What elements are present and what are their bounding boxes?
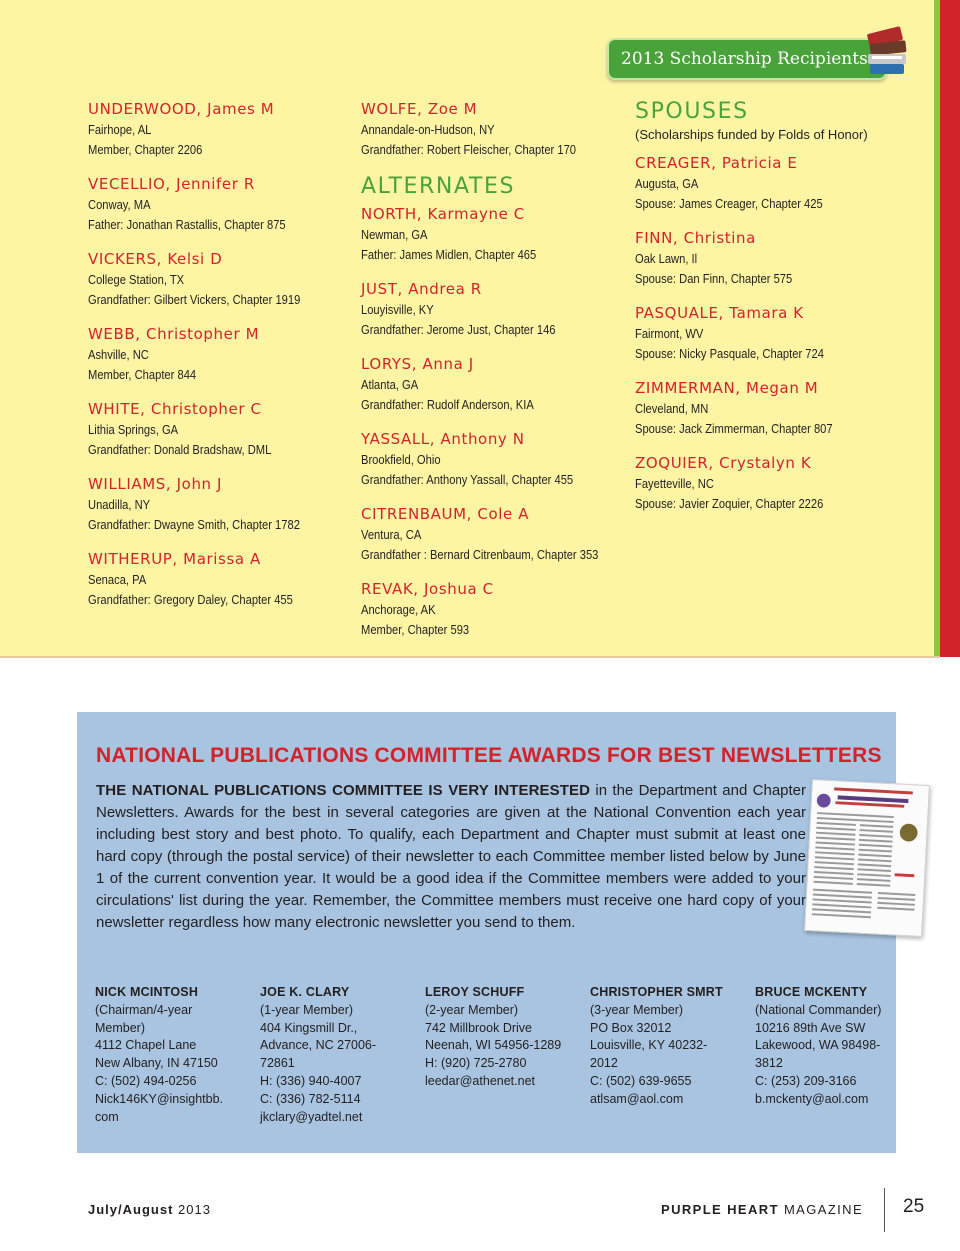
contact-name: CHRISTOPHER SMRT xyxy=(590,985,723,999)
recipient-relation: Member, Chapter 593 xyxy=(361,621,470,637)
contact-detail: 3812 xyxy=(755,1056,783,1071)
magazine-name-bold: PURPLE HEART xyxy=(661,1202,779,1217)
contact-detail: leedar@athenet.net xyxy=(425,1073,535,1088)
issue-months: July/August xyxy=(88,1202,174,1217)
recipient-relation: Grandfather : Bernard Citrenbaum, Chapter 353 xyxy=(361,546,599,562)
contact-detail: (Chairman/4-year xyxy=(95,1002,193,1017)
contact-detail: H: (336) 940-4007 xyxy=(260,1073,362,1088)
banner-title: 2013 Scholarship Recipients xyxy=(621,49,868,69)
recipient-relation: Grandfather: Gilbert Vickers, Chapter 1919 xyxy=(88,291,301,307)
recipient-name: WILLIAMS, John J xyxy=(88,475,223,493)
recipient-location: Oak Lawn, Il xyxy=(635,251,698,266)
recipient-entry xyxy=(88,398,338,459)
contact-detail: Lakewood, WA 98498- xyxy=(755,1038,881,1053)
recipient-relation: Spouse: Nicky Pasquale, Chapter 724 xyxy=(635,345,824,361)
contact-detail: 4112 Chapel Lane xyxy=(95,1038,197,1053)
contact-detail: C: (253) 209-3166 xyxy=(755,1073,857,1088)
contact-detail: 742 Millbrook Drive xyxy=(425,1020,532,1035)
issue-year: 2013 xyxy=(178,1202,211,1217)
spouses-column xyxy=(635,98,915,527)
page-number: 25 xyxy=(903,1196,925,1217)
committee-contact xyxy=(260,984,410,1126)
contact-detail: com xyxy=(95,1109,119,1124)
recipient-entry xyxy=(361,98,621,159)
recipient-relation: Grandfather: Dwayne Smith, Chapter 1782 xyxy=(88,516,300,532)
recipient-relation: Grandfather: Donald Bradshaw, DML xyxy=(88,441,272,457)
contact-detail: Member) xyxy=(95,1020,146,1035)
recipient-location: Annandale-on-Hudson, NY xyxy=(361,122,495,137)
recipient-relation: Spouse: Jack Zimmerman, Chapter 807 xyxy=(635,420,833,436)
recipient-name: WHITE, Christopher C xyxy=(88,400,262,418)
recipient-relation: Spouse: James Creager, Chapter 425 xyxy=(635,195,823,211)
recipient-relation: Grandfather: Jerome Just, Chapter 146 xyxy=(361,321,556,337)
recipients-column-1 xyxy=(88,98,338,623)
recipient-location: Atlanta, GA xyxy=(361,377,419,392)
recipients-column-2 xyxy=(361,98,621,653)
recipient-entry xyxy=(635,377,915,438)
recipient-location: Fairmont, WV xyxy=(635,326,704,341)
contact-detail: atlsam@aol.com xyxy=(590,1091,684,1106)
recipient-relation: Member, Chapter 2206 xyxy=(88,141,203,157)
magazine-name-rest: MAGAZINE xyxy=(783,1202,864,1217)
newsletter-thumbnail xyxy=(804,779,930,937)
recipient-entry xyxy=(88,473,338,534)
recipient-name: JUST, Andrea R xyxy=(361,280,482,298)
contact-detail: 10216 89th Ave SW xyxy=(755,1020,866,1035)
recipient-location: Cleveland, MN xyxy=(635,401,709,416)
footer-divider xyxy=(884,1188,885,1232)
contact-detail: C: (502) 639-9655 xyxy=(590,1073,692,1088)
recipient-relation: Member, Chapter 844 xyxy=(88,366,197,382)
contact-detail: Neenah, WI 54956-1289 xyxy=(425,1038,562,1053)
recipient-entry xyxy=(361,578,621,639)
recipient-name: WEBB, Christopher M xyxy=(88,325,260,343)
recipient-entry xyxy=(635,152,915,213)
contact-detail: (National Commander) xyxy=(755,1002,882,1017)
recipient-entry xyxy=(361,428,621,489)
recipient-location: Ventura, CA xyxy=(361,527,422,542)
recipient-entry xyxy=(635,227,915,288)
recipient-location: Ashville, NC xyxy=(88,347,149,362)
accent-bar-red xyxy=(940,0,960,657)
recipient-location: Senaca, PA xyxy=(88,572,147,587)
recipient-name: UNDERWOOD, James M xyxy=(88,100,275,118)
recipient-name: WITHERUP, Marissa A xyxy=(88,550,261,568)
committee-contact xyxy=(95,984,245,1126)
recipient-name: VICKERS, Kelsi D xyxy=(88,250,223,268)
recipient-name: ZOQUIER, Crystalyn K xyxy=(635,454,812,472)
issue-date xyxy=(88,1202,211,1217)
recipient-relation: Spouse: Javier Zoquier, Chapter 2226 xyxy=(635,495,824,511)
publications-body xyxy=(96,780,806,934)
recipient-location: Anchorage, AK xyxy=(361,602,436,617)
contact-detail: b.mckenty@aol.com xyxy=(755,1091,869,1106)
contact-detail: PO Box 32012 xyxy=(590,1020,672,1035)
contact-detail: 2012 xyxy=(590,1056,618,1071)
contact-detail: 72861 xyxy=(260,1056,295,1071)
recipient-entry xyxy=(88,323,338,384)
recipient-name: NORTH, Karmayne C xyxy=(361,205,525,223)
recipient-name: LORYS, Anna J xyxy=(361,355,474,373)
recipient-location: Unadilla, NY xyxy=(88,497,151,512)
publications-title: NATIONAL PUBLICATIONS COMMITTEE AWARDS FOR BEST NEWSLETTERS xyxy=(96,744,882,767)
contact-detail: C: (502) 494-0256 xyxy=(95,1073,197,1088)
contact-detail: Nick146KY@insightbb. xyxy=(95,1091,224,1106)
recipient-entry xyxy=(361,203,621,264)
recipient-relation: Grandfather: Robert Fleischer, Chapter 170 xyxy=(361,141,577,157)
recipient-name: WOLFE, Zoe M xyxy=(361,100,478,118)
recipient-name: CREAGER, Patricia E xyxy=(635,154,798,172)
section-banner xyxy=(607,38,887,80)
recipient-relation: Father: Jonathan Rastallis, Chapter 875 xyxy=(88,216,286,232)
recipient-entry xyxy=(635,452,915,513)
recipient-name: CITRENBAUM, Cole A xyxy=(361,505,530,523)
recipient-entry xyxy=(635,302,915,363)
contact-detail: New Albany, IN 47150 xyxy=(95,1056,218,1071)
publications-text: in the Department and Chapter Newsletters. Awards for the best in several categories are given at the National Convention each year including best story and best photo. To qualify, each Department and Chapter must submit at least one hard copy (through the postal service) of their newsletter to each Committee member listed below by June 1 of the current convention year. It would be a good idea if the Committee members were added to your circulations' list during the year. Remember, the Committee members must receive one hard copy of your newsletter regardless how many electronic newsletter you send to them. xyxy=(96,782,807,931)
publications-lead: THE NATIONAL PUBLICATIONS COMMITTEE IS VERY INTERESTED xyxy=(96,782,591,799)
books-icon xyxy=(862,24,912,80)
contact-detail: Advance, NC 27006- xyxy=(260,1038,377,1053)
recipient-entry xyxy=(88,98,338,159)
committee-contact xyxy=(425,984,575,1091)
recipient-entry xyxy=(88,548,338,609)
committee-contact xyxy=(755,984,905,1109)
committee-contact xyxy=(590,984,740,1109)
recipient-name: REVAK, Joshua C xyxy=(361,580,494,598)
recipient-relation: Grandfather: Gregory Daley, Chapter 455 xyxy=(88,591,293,607)
contact-name: JOE K. CLARY xyxy=(260,985,350,999)
recipient-name: PASQUALE, Tamara K xyxy=(635,304,804,322)
recipient-location: Newman, GA xyxy=(361,227,428,242)
recipient-entry xyxy=(361,278,621,339)
recipient-location: Conway, MA xyxy=(88,197,151,212)
contact-name: NICK MCINTOSH xyxy=(95,985,199,999)
recipient-entry xyxy=(361,353,621,414)
recipient-location: Augusta, GA xyxy=(635,176,699,191)
contact-detail: (3-year Member) xyxy=(590,1002,684,1017)
recipient-entry xyxy=(361,503,621,564)
spouses-heading: SPOUSES xyxy=(635,99,749,124)
recipient-relation: Father: James Midlen, Chapter 465 xyxy=(361,246,537,262)
recipient-relation: Grandfather: Rudolf Anderson, KIA xyxy=(361,396,534,412)
recipient-name: ZIMMERMAN, Megan M xyxy=(635,379,819,397)
contact-detail: (1-year Member) xyxy=(260,1002,354,1017)
recipient-location: Fayetteville, NC xyxy=(635,476,714,491)
alternates-heading: ALTERNATES xyxy=(361,174,516,199)
recipient-location: Louyisville, KY xyxy=(361,302,434,317)
recipient-entry xyxy=(88,248,338,309)
panel-divider xyxy=(0,656,940,658)
contact-detail: H: (920) 725-2780 xyxy=(425,1056,527,1071)
contact-detail: C: (336) 782-5114 xyxy=(260,1091,361,1106)
contact-detail: (2-year Member) xyxy=(425,1002,519,1017)
contact-name: BRUCE MCKENTY xyxy=(755,985,868,999)
recipient-name: YASSALL, Anthony N xyxy=(361,430,525,448)
contact-name: LEROY SCHUFF xyxy=(425,985,525,999)
recipient-relation: Grandfather: Anthony Yassall, Chapter 455 xyxy=(361,471,574,487)
recipient-location: Brookfield, Ohio xyxy=(361,452,441,467)
recipient-location: Fairhope, AL xyxy=(88,122,152,137)
contact-detail: 404 Kingsmill Dr., xyxy=(260,1020,358,1035)
contact-detail: Louisville, KY 40232- xyxy=(590,1038,708,1053)
recipient-location: College Station, TX xyxy=(88,272,185,287)
recipient-location: Lithia Springs, GA xyxy=(88,422,179,437)
spouses-subheading: (Scholarships funded by Folds of Honor) xyxy=(635,127,868,142)
recipient-relation: Spouse: Dan Finn, Chapter 575 xyxy=(635,270,793,286)
recipient-name: VECELLIO, Jennifer R xyxy=(88,175,255,193)
contact-detail: jkclary@yadtel.net xyxy=(260,1109,363,1124)
recipient-entry xyxy=(88,173,338,234)
magazine-name xyxy=(661,1202,863,1217)
recipient-name: FINN, Christina xyxy=(635,229,756,247)
